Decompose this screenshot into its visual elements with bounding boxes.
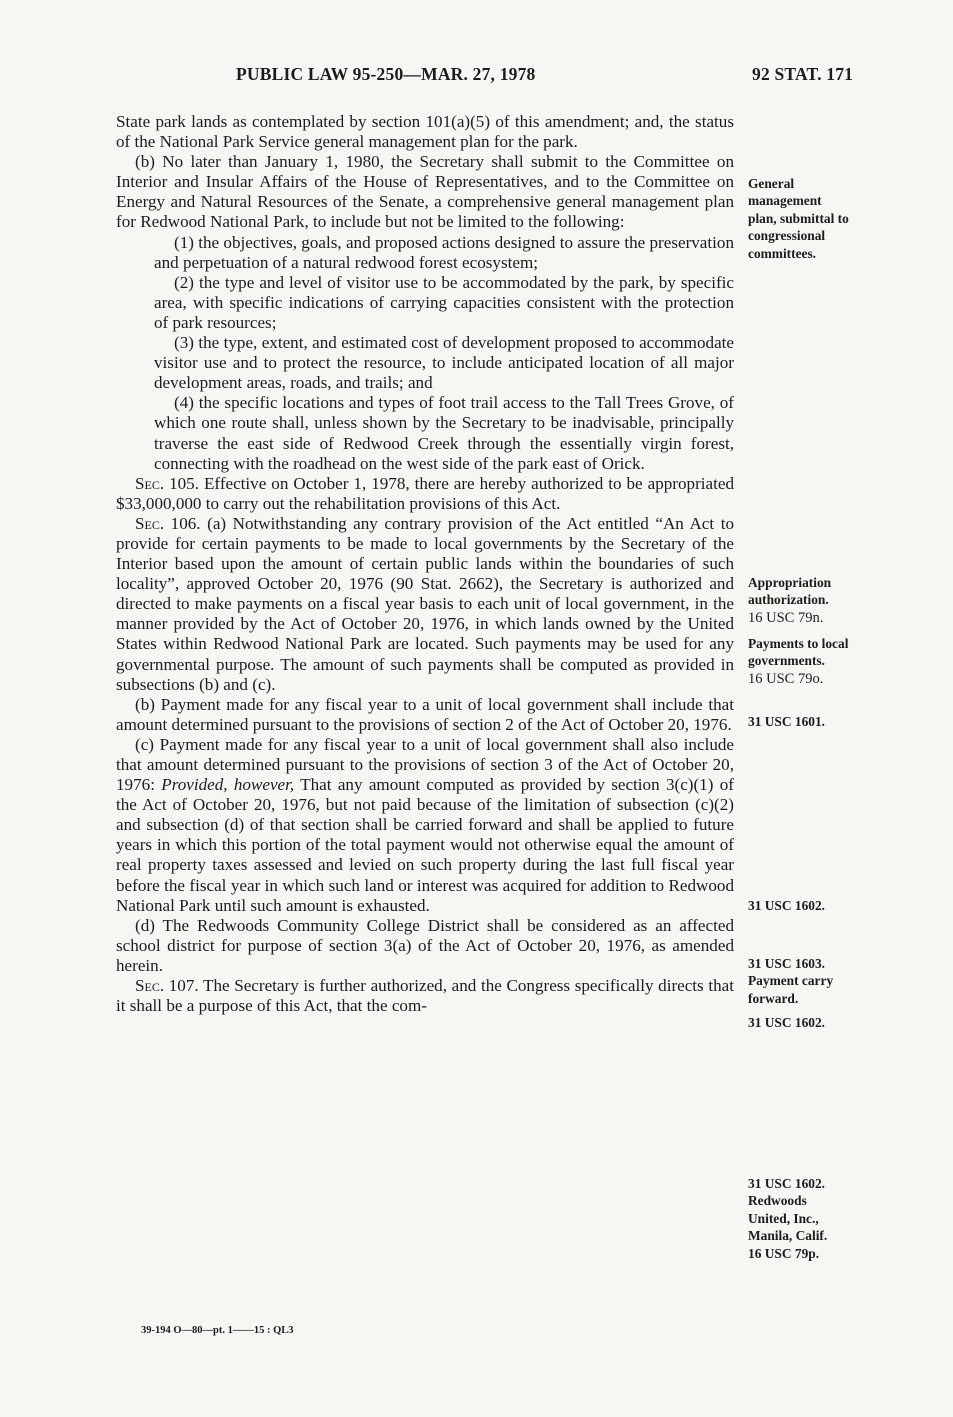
section-106-label: Sec. 106. (135, 513, 201, 533)
section-106-d: (d) The Redwoods Community College District shall be considered as an affected school district for purpose of section 3(a) of the Act of October 20, 1976, as amended herein. (116, 915, 734, 975)
list-item-visitor-use: (2) the type and level of visitor use to be accommodated by the park, by specific area, with specific indications of carrying capacities consistent with the protection of park resources; (154, 272, 734, 332)
section-106-b: (b) Payment made for any fiscal year to a unit of local government shall include that amount determined pursuant to the provisions of section 2 of the Act of October 20, 1976. (116, 694, 734, 734)
margin-note-citation-1603: 31 USC 1603. Payment carry forward. (748, 956, 834, 1006)
margin-note-management-plan: General management plan, submittal to congressional committees. (748, 176, 849, 261)
section-106-c-end: That any amount computed as provided by section 3(c)(1) of the Act of October 20, 1976, but not paid because of the limitation of subsection (c)(2) and subsection (d) of that section shall be carried forward and shall be applied to future years in which this portion of the total payment would not otherwise equal the amount of real property taxes assessed and levied on such property during the last full fiscal year before the fiscal year in which such land or interest was acquired for addition to Redwood National Park until such amount is exhausted. (116, 775, 734, 915)
margin-note-citation-1602-b: 31 USC 1602. (748, 1015, 826, 1030)
margin-note-citation-1601: 31 USC 1601. (748, 714, 826, 729)
running-title: PUBLIC LAW 95-250—MAR. 27, 1978 (236, 64, 536, 84)
list-item-objectives: (1) the objectives, goals, and proposed actions designed to assure the preservation and perpetuation of a natural redwood forest ecosystem; (154, 232, 734, 272)
section-107 (116, 976, 734, 1016)
section-106-c-proviso: Provided, however, (154, 775, 295, 795)
section-106-c (116, 735, 734, 916)
section-106-c-start: (c) Payment made for any fiscal year to a unit of local government shall also include that amount determined pursuant to the provisions of section 3 of the Act of October 20, 1976: (116, 734, 734, 795)
stat-page-number: 92 STAT. 171 (752, 64, 854, 84)
margin-note-citation-1602-a: 31 USC 1602. (748, 898, 826, 913)
paragraph-state-park-lands: State park lands as contemplated by section 101(a)(5) of this amendment; and, the status of the National Park Service general management plan for the park. (116, 112, 734, 152)
paragraph-management-plan: (b) No later than January 1, 1980, the Secretary shall submit to the Committee on Interior and Insular Affairs of the House of Representatives, and to the Committee on Energy and Natural Resources of the Senate, a comprehensive general management plan for Redwood National Park, to include but not be limited to the following: (116, 152, 734, 232)
section-106-a (116, 514, 734, 695)
section-107-label: Sec. 107. (135, 976, 199, 996)
print-footer: 39-194 O—80—pt. 1——15 : QL3 (141, 1325, 294, 1336)
section-105-label: Sec. 105. (135, 473, 200, 493)
margin-note-appropriation: Appropriation authorization. 16 USC 79n. (748, 575, 832, 626)
list-item-foot-trail: (4) the specific locations and types of foot trail access to the Tall Trees Grove, of which one route shall, unless shown by the Secretary to be inadvisable, principally traverse the east side of Redwood Creek through the essentially virgin forest, connecting with the roadhead on the west side of the park east of Orick. (154, 393, 734, 473)
margin-note-redwoods-united: 31 USC 1602. Redwoods United, Inc., Manila, Calif. 16 USC 79p. (748, 1176, 828, 1261)
section-105-text: Effective on October 1, 1978, there are hereby authorized to be appropriated $33,000,000 to carry out the rehabilitation provisions of this Act. (116, 473, 734, 513)
margin-note-payments: Payments to local governments. 16 USC 79o. (748, 636, 849, 687)
section-106-a-text: (a) Notwithstanding any contrary provision of the Act entitled “An Act to provide for certain payments to be made to local governments by the Secretary of the Interior based upon the amount of certain public lands within the boundaries of such locality”, approved October 20, 1976 (90 Stat. 2662), the Secretary is authorized and directed to make payments on a fiscal year basis to each unit of local government, in the manner provided by the Act of October 20, 1976, in which lands owned by the United States within Redwood National Park are located. Such payments may be used for any governmental purpose. The amount of such payments shall be computed as provided in subsections (b) and (c). (116, 513, 734, 694)
list-item-development: (3) the type, extent, and estimated cost of development proposed to accommodate visitor use and to protect the resource, to include anticipated location of all major development areas, roads, and trails; and (154, 333, 734, 393)
statute-body (116, 112, 734, 1016)
section-107-text: The Secretary is further authorized, and the Congress specifically directs that it shall be a purpose of this Act, that the com- (116, 976, 734, 1016)
section-105 (116, 474, 734, 514)
